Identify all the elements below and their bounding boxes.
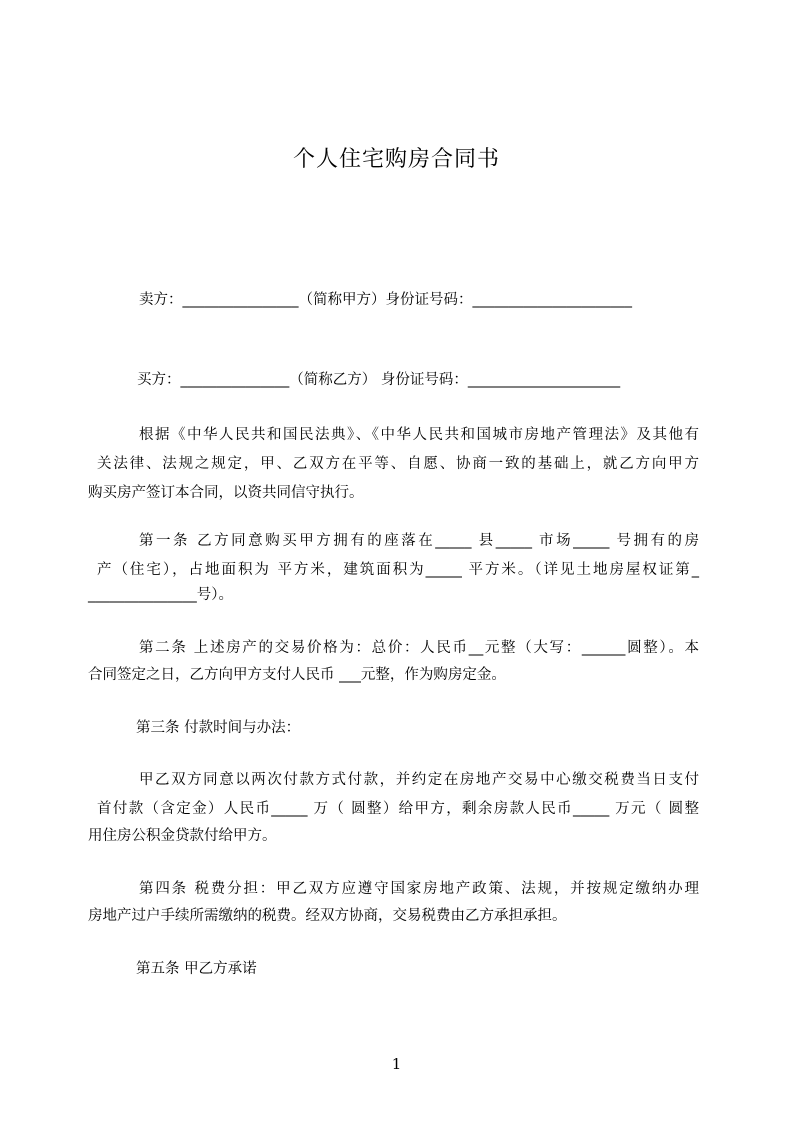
article-line: 第一条 乙方同意购买甲方拥有的座落在_____ 县_____ 市场_____ 号拥有的房 bbox=[139, 533, 699, 549]
buyer-line: 买方：_______________（简称乙方） 身份证号码：_____________________ bbox=[137, 372, 621, 388]
preamble-line: 根据《中华人民共和国民法典》、《中华人民共和国城市房地产管理法》及其他有 bbox=[139, 427, 699, 443]
article-line: 第二条 上述房产的交易价格为：总价：人民币__元整（大写：______圆整）。本 bbox=[139, 640, 699, 656]
article-line: 用住房公积金贷款付给甲方。 bbox=[88, 828, 277, 844]
article-line: 房地产过户手续所需缴纳的税费。经双方协商，交易税费由乙方承担承担。 bbox=[88, 908, 567, 924]
page-number: 1 bbox=[391, 1055, 402, 1073]
article-line: 产（住宅），占地面积为 平方米，建筑面积为_____ 平方米。（详见土地房屋权证第_ bbox=[97, 562, 699, 578]
article-line: 合同签定之日，乙方向甲方支付人民币 ___元整，作为购房定金。 bbox=[88, 667, 506, 683]
article-line: 首付款（含定金）人民币_____ 万（ 圆整）给甲方，剩余房款人民币_____ 万元（ 圆整 bbox=[97, 801, 699, 817]
seller-line: 卖方：________________（简称甲方）身份证号码：______________________ bbox=[139, 292, 632, 308]
article-3-heading: 第三条 付款时间与办法： bbox=[136, 720, 301, 736]
contract-title: 个人住宅购房合同书 bbox=[292, 147, 500, 172]
article-line: 第四条 税费分担：甲乙双方应遵守国家房地产政策、法规，并按规定缴纳办理 bbox=[139, 881, 699, 897]
article-line: 甲乙双方同意以两次付款方式付款，并约定在房地产交易中心缴交税费当日支付 bbox=[139, 772, 699, 788]
article-5-heading: 第五条 甲乙方承诺 bbox=[136, 961, 257, 977]
preamble-line: 关法律、法规之规定，甲、乙双方在平等、自愿、协商一致的基础上，就乙方向甲方 bbox=[97, 456, 699, 472]
article-line: _______________号）。 bbox=[88, 587, 233, 603]
preamble-line: 购买房产签订本合同，以资共同信守执行。 bbox=[88, 485, 364, 501]
